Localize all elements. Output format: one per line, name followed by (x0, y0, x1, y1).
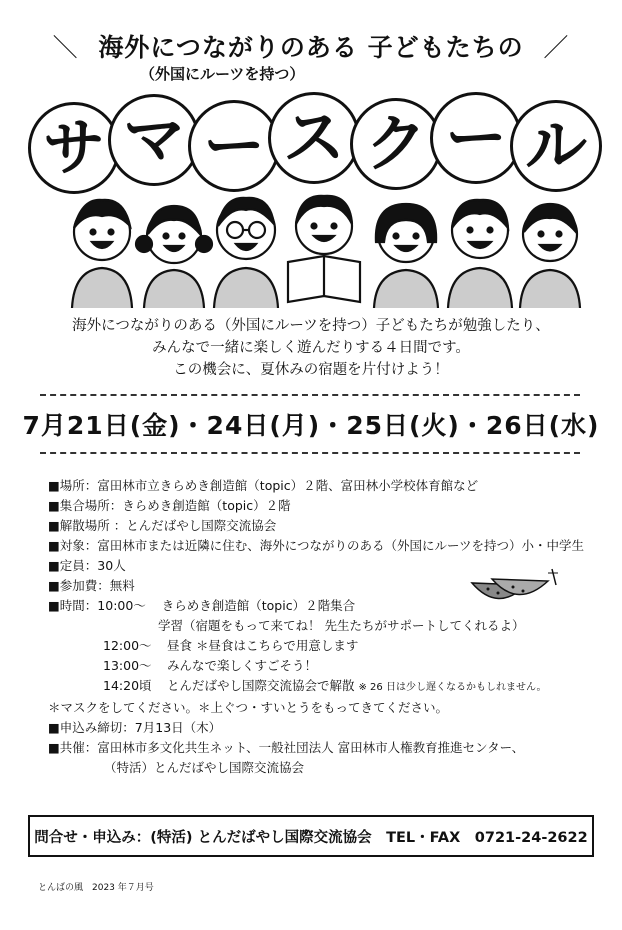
footer-issue: とんばの風 2023 年７月号 (38, 883, 154, 893)
detail-place: ■場所：富田林市立きらめき創造館（topic）２階、富田林小学校体育館など (48, 478, 479, 493)
detail-time-1000-b: 学習（宿題をもって来てね！ 先生たちがサポートしてくれるよ） (158, 618, 525, 633)
time-1000-text: きらめき創造館（topic）２階集合 (161, 598, 356, 613)
time-1420-note: ※ 26 日は少し遅くなるかもしれません。 (358, 682, 547, 693)
detail-time-1200 (48, 636, 608, 656)
detail-cosponsor-2: （特活）とんだばやし国際交流協会 (104, 760, 305, 775)
intro-text (0, 315, 622, 381)
banner-char: ス (268, 92, 360, 184)
banner-char: ル (510, 100, 602, 192)
slash-left: ＼ (52, 33, 79, 62)
watermelon-icon (468, 565, 558, 613)
detail-fee: ■参加費：無料 (48, 578, 135, 593)
time-1200: 12:00～ (103, 638, 152, 653)
detail-time-1300 (48, 656, 608, 676)
detail-deadline: ■申込み締切：7月13日（木） (48, 720, 222, 735)
banner-bubbles (28, 88, 598, 196)
header-subtitle: （外国にルーツを持つ） (140, 65, 305, 83)
banner-char: ー (430, 92, 522, 184)
divider (40, 452, 580, 454)
event-details (48, 476, 608, 778)
banner-char: マ (108, 94, 200, 186)
banner-char: サ (28, 102, 120, 194)
detail-meeting: ■集合場所：きらめき創造館（topic）２階 (48, 498, 291, 513)
time-label: ■時間：10:00～ (48, 598, 146, 613)
header-title (0, 28, 622, 64)
title-text: 海外につながりのある 子どもたちの (98, 33, 524, 62)
time-1420: 14:20頃 (103, 678, 152, 693)
detail-dismissal: ■解散場所 ：とんだばやし国際交流協会 (48, 518, 277, 533)
intro-line: みんなで一緒に楽しく遊んだりする４日間です。 (152, 340, 470, 356)
children-illustration (62, 190, 582, 308)
detail-capacity: ■定員：30人 (48, 558, 126, 573)
time-1300: 13:00～ (103, 658, 152, 673)
time-1420-text: とんだばやし国際交流協会で解散 (166, 678, 355, 693)
time-1300-text: みんなで楽しくすごそう！ (166, 658, 317, 673)
banner-char: ク (350, 98, 442, 190)
divider (40, 394, 580, 396)
intro-line: この機会に、夏休みの宿題を片付けよう！ (173, 362, 449, 378)
contact-box: 問合せ・申込み：(特活) とんだばやし国際交流協会 TEL・FAX 0721-24-2622 (28, 815, 594, 857)
detail-time-1420 (48, 676, 608, 698)
intro-line: 海外につながりのある（外国にルーツを持つ）子どもたちが勉強したり、 (72, 318, 550, 334)
event-dates: 7月21日(金)・24日(月)・25日(火)・26日(水) (22, 411, 600, 440)
detail-mask: ＊マスクをしてください。＊上ぐつ・すいとうをもってきてください。 (48, 700, 449, 715)
detail-cosponsor: ■共催：富田林市多文化共生ネット、一般社団法人 富田林市人権教育推進センター、 (48, 740, 525, 755)
time-1200-text: 昼食 ＊昼食はこちらで用意します (166, 638, 359, 653)
banner-char: ー (188, 100, 280, 192)
slash-right: ／ (543, 33, 570, 62)
detail-target: ■対象：富田林市または近隣に住む、海外につながりのある（外国にルーツを持つ）小・中学生 (48, 538, 585, 553)
